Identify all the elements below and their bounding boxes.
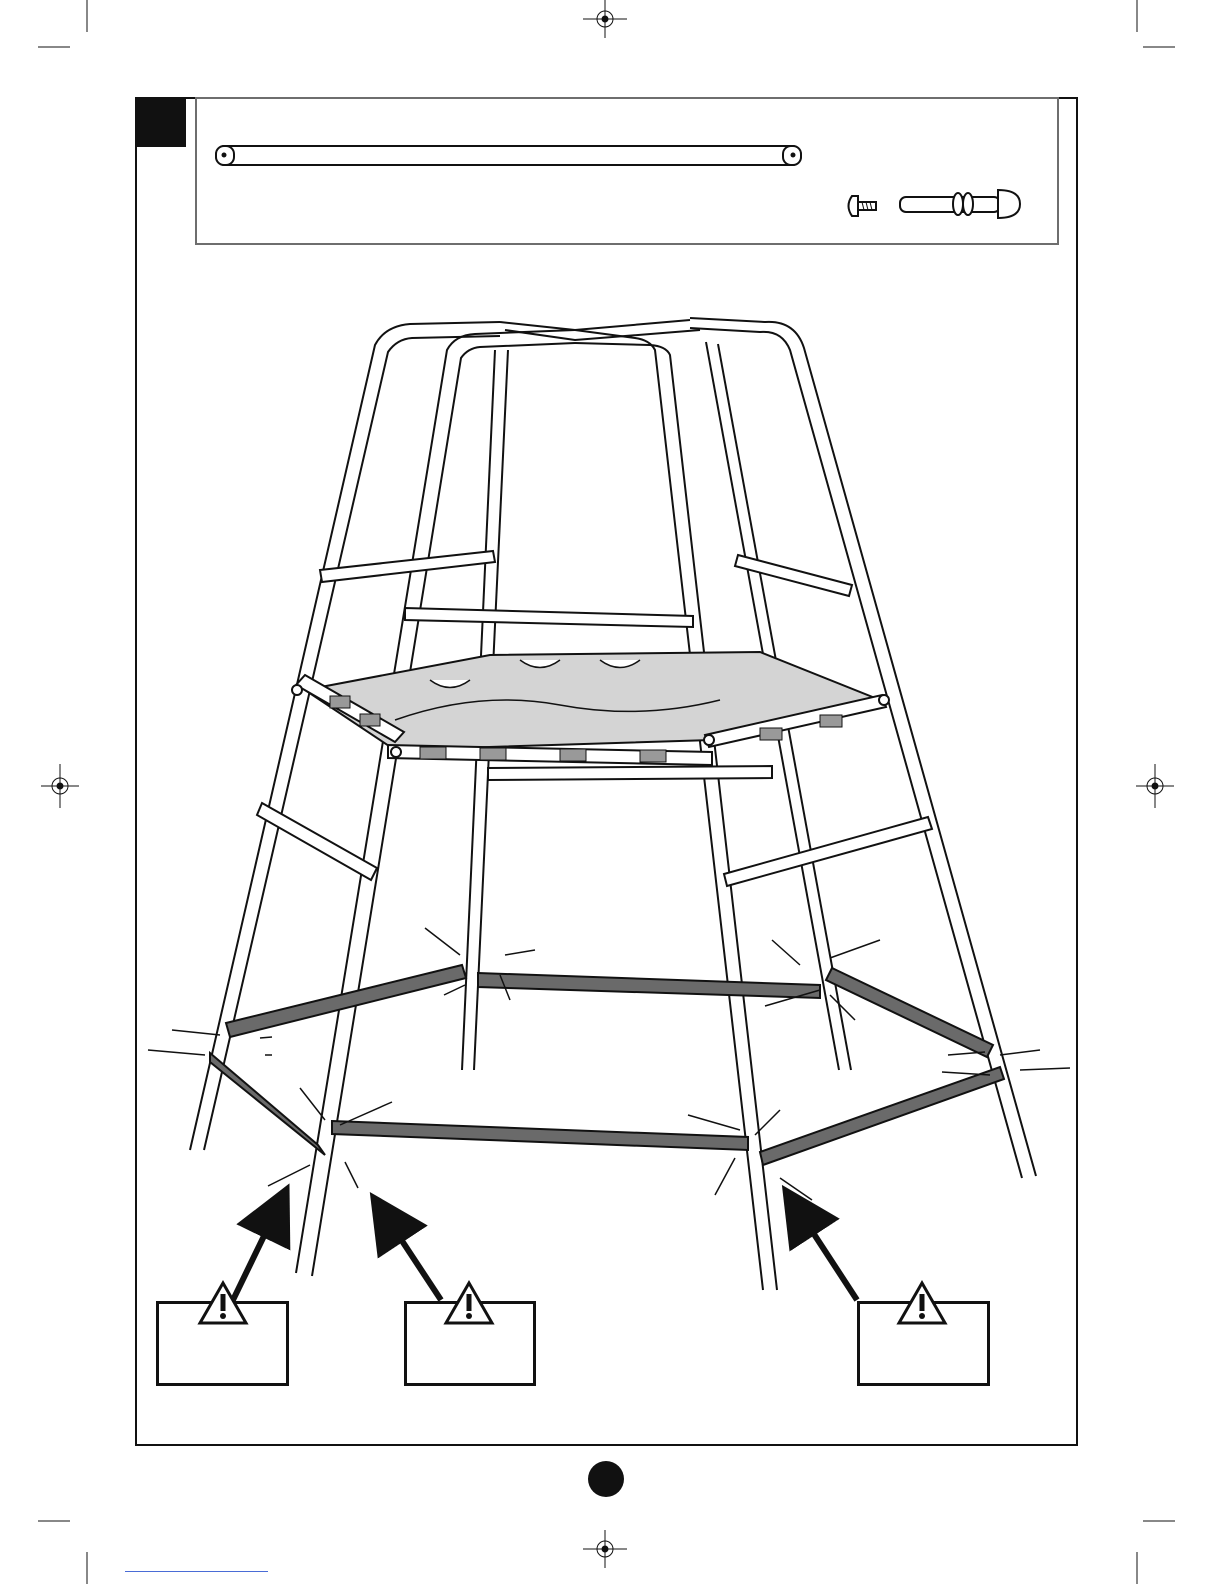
- short-bolt-icon: [849, 196, 877, 216]
- warning-triangle-icon: [443, 1280, 495, 1326]
- page-number-badge: [588, 1461, 624, 1497]
- step-number-tab: [137, 99, 186, 147]
- registration-mark-right: [1136, 764, 1174, 808]
- warning-triangle-icon: [896, 1280, 948, 1326]
- warning-box-3: [857, 1301, 990, 1386]
- long-bolt-icon: [900, 190, 1020, 218]
- long-tube-icon: [216, 146, 801, 165]
- parts-box: [196, 98, 1058, 244]
- warning-triangle-icon: [197, 1280, 249, 1326]
- warning-box-1: [156, 1301, 289, 1386]
- warning-box-2: [404, 1301, 536, 1386]
- registration-mark-left: [41, 764, 79, 808]
- registration-mark-top: [583, 0, 627, 38]
- bolt-clusters: [148, 928, 1070, 1200]
- registration-mark-bottom: [583, 1530, 627, 1568]
- footer-link-line[interactable]: [125, 1571, 268, 1572]
